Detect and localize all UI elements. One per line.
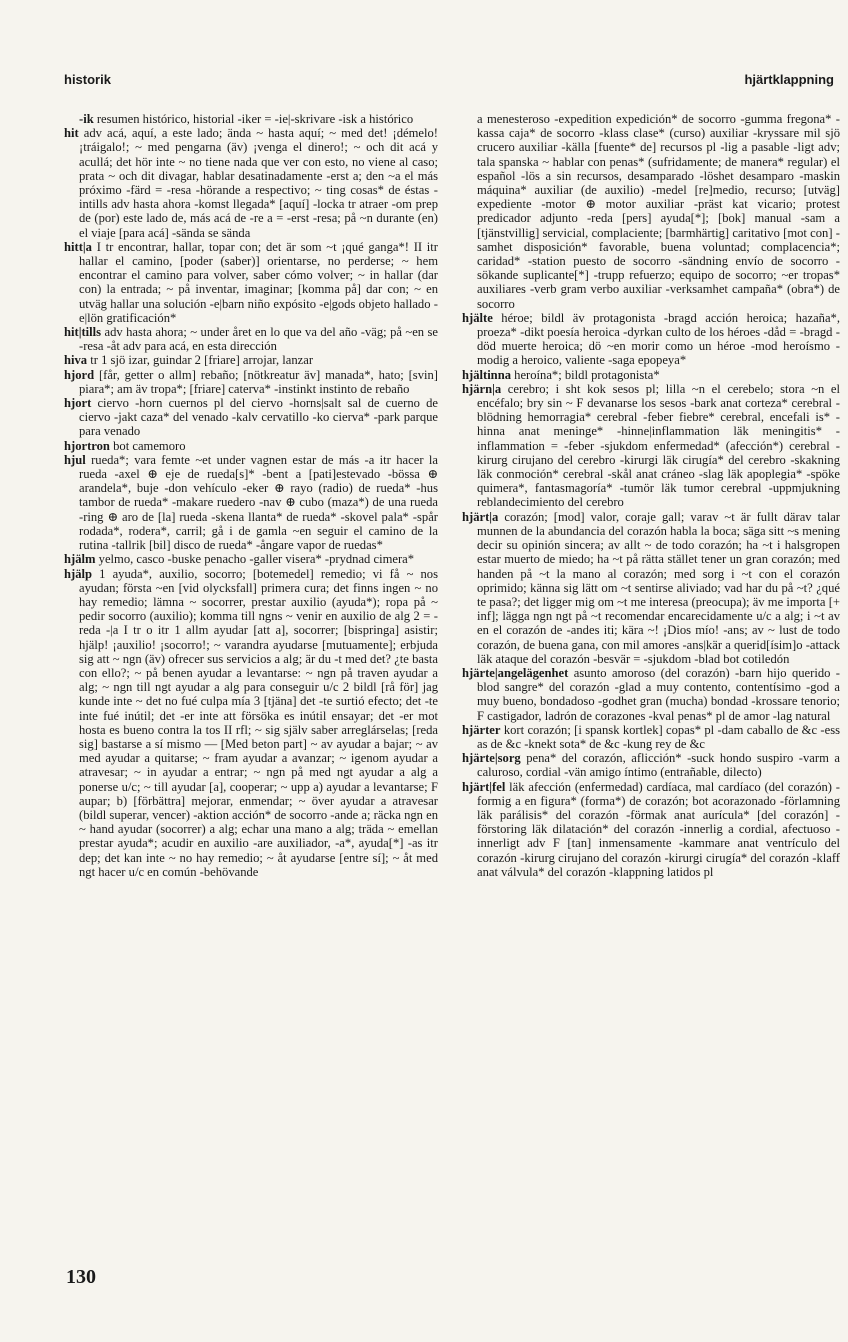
entry-definition: kort corazón; [i spansk kortlek] copas* pl -dam caballo de &c -ess as de &c -knekt sota* de &c -kung rey de &c [477, 722, 840, 751]
header-first-word: historik [64, 72, 111, 87]
dictionary-entry [462, 382, 840, 510]
entry-definition: tr 1 sjö izar, guindar 2 [friare] arrojar, lanzar [90, 353, 314, 368]
entry-headword: hjärt|fel [462, 779, 506, 794]
entry-definition: 1 ayuda*, auxilio, socorro; [botemedel] remedio; vi få ~ nos ayudan; första ~en [vid olycksfall] primera cura; det finns ingen ~ no hay remedio; lämna ~ socorrer, prestar auxilio (ayuda*); ropa på ~ pedir socorro (auxilio); komma till ngns ~ venir en auxilio de alg 2 = -reda -|a I tr o itr 1 allm ayudar [att a], socorrer; [bispringa] asistir; hjälp! ¡auxilio! ¡socorro!; ~ varandra ayudarse [mutuamente]; erbjuda sig att ~ ngn (äv) ofrecer sus servicios a alg; är du -t med det? ¿te basta con ello?; ~ på benen ayudar a levantarse: ~ ngn på traven ayudar a alg; ~ ngn till ngt ayudar a alg para conseguir u/c 2 bildl [rå för] jag kunde inte ~ det no fué culpa mía 3 [tjäna] det -te surtió efecto; det -te inte fué inútil; det -er inte att försöka es inútil ensayar; det -er mot hosta es bueno contra la tos II rfl; ~ sig själv saber arreglárselas; [reda sig] bastarse a sí mismo — [Med beton part] ~ av ayudar a bajar; ~ av med ayudar a quitarse; ~ fram ayudar a avanzar; ~ igenom ayudar a atravesar; ~ in ayudar a entrar; ~ ngn på med ngt ayudar a alg a ponerse u/c; ~ till ayudar [a], cooperar; ~ upp a) ayudar a levantarse; F aupar; b) [förbättra] mejorar, enmendar; ~ över ayudar a atravesar (bildl superar, vencer) -aktion acción* de socorro -ande a; räcka ngn en ~ hand ayudar (socorrer) a alg; echar una mano a alg; träda ~ emellan prestar ayuda*; acudir en auxilio -are auxiliador, -a*, ayuda[*] -as itr dep; det kan inte ~ no hay remedio; ~ åt ayudarse [entre sí]; ~ åt med ngt hacer u/c en común -behövande [79, 566, 438, 879]
entry-definition: ciervo -horn cuernos pl del ciervo -horns|salt sal de cuerno de ciervo -jakt caza* del venado -kalv cervatillo -ko cierva* -park parque para venado [79, 396, 438, 439]
dictionary-entry [64, 240, 438, 325]
right-column [462, 112, 840, 1262]
entry-definition: a menesteroso -expedition expedición* de socorro -gumma fregona* -kassa caja* de socorro -klass clase* (curso) auxiliar -kryssare mil sjö crucero auxiliar -källa [fuente* de] recursos pl -lig a pasable -ligt adv; tala spanska ~ hablar con penas* (sufridamente; de manera* regular) el español -lös a sin recursos, desamparado -löshet desamparo -maskin máquina* auxiliar (de auxilio) -medel [re]medio, recurso; [utväg] expediente -motor ⊕ motor auxiliar -präst kat vicario; protest predicador adjunto -reda [pers] ayuda[*]; [bok] manual -sam a [tjänstvillig] servicial, complaciente; [barmhärtig] caritativo [mot con] -samhet disposición* favorable, buena voluntad; complacencia*; caridad* -station puesto de socorro -sändning envío de socorro -sökande suplicante[*] -trupp refuerzo; equipo de socorro; ~er tropas* auxiliares -verb gram verbo auxiliar -verksamhet campaña* (obra*) de socorro [477, 112, 840, 311]
dictionary-entry [64, 368, 438, 396]
entry-headword: hjälp [64, 566, 92, 581]
entry-headword: hjältinna [462, 367, 511, 382]
entry-definition: corazón; [mod] valor, coraje gall; varav ~t är fullt därav talar munnen de la abundancia del corazón habla la boca; säga sitt ~s mening decir su opinión sincera; av allt ~ de todo corazón; ha ~t i halsgropen estar muerto de miedo; ha ~t på rätta stället tener un gran corazón; med handen på ~t la mano al corazón; med sorg i ~t con el corazón oprimido; känna sig lätt om ~t sentirse aliviado; vad har du på ~t? ¿qué te pasa?; det ligger mig om ~t me interesa (preocupa); äv me importa [+ inf]; lägga ngn ngt på ~t recomendar encarecidamente u/c a alg; i ~t av en el corazón de -andes iti; kära ~! ¡Dios mío! -ans; av ~ lust de todo corazón, de buena gana, con mil amores -ans|kär a querid[ísim]o -attack läk ataque del corazón -besvär = -sjukdom -blad bot cotiledón [477, 509, 840, 666]
entry-definition: adv acá, aquí, a este lado; ända ~ hasta aquí; ~ med det! ¡démelo! ¡tráigalo!; ~ med pengarna (äv) ¡venga el dinero!; ~ och dit acá y acullá; det hör inte ~ no tiene nada que ver con esto, no viene al caso; prata ~ och dit divagar, hablar desatinadamente -erst a; den ~a el más próximo -färd = -resa -hörande a respectivo; ~ ting cosas* de éstas -intills adv hasta ahora -komst llegada* [aquí] -locka tr atraer -om prep de (por) este lado de, más acá de -re a = -erst -resa; på ~n durante (en) el viaje [para acá] -sända se sända [79, 126, 438, 240]
dictionary-entry [64, 126, 438, 240]
entry-definition: heroína*; bildl protagonista* [514, 367, 660, 382]
entry-headword: hjortron [64, 438, 110, 453]
page-number: 130 [66, 1266, 96, 1288]
dictionary-entry [64, 453, 438, 552]
dictionary-entry [462, 666, 840, 723]
entry-headword: hit|tills [64, 325, 102, 340]
entry-definition: adv hasta ahora; ~ under året en lo que va del año -väg; på ~en se -resa -åt adv para acá, en esta dirección [79, 325, 438, 354]
entry-headword: hit [64, 126, 79, 141]
dictionary-entry [462, 751, 840, 779]
entry-headword: hjälte [462, 310, 493, 325]
header-last-word: hjärtklappning [744, 72, 834, 87]
dictionary-entry [64, 396, 438, 439]
entry-headword: hjärter [462, 722, 501, 737]
entry-headword: hiva [64, 353, 88, 368]
dictionary-entry [64, 325, 438, 353]
dictionary-entry [64, 353, 438, 367]
dictionary-entry [462, 510, 840, 666]
entry-definition: [får, getter o allm] rebaño; [nötkreatur äv] manada*, hato; [svin] piara*; am äv tropa*; [friare] caterva* -instinkt instinto de rebaño [79, 367, 438, 396]
entry-headword: hjul [64, 452, 86, 467]
dictionary-entry [462, 112, 840, 311]
entry-headword: hjord [64, 367, 95, 382]
entry-definition: cerebro; i sht kok sesos pl; lilla ~n el cerebelo; stora ~n el encéfalo; bry sin ~ F devanarse los sesos -bark anat corteza* cerebral -blödning hemorragia* cerebral -feber fiebre* cerebral, encefali is* -hinna anat meninge* -hinne|inflammation läk meningitis* -inflammation = -feber -sjukdom enfermedad* (afección*) cerebral -kirurg cirujano del cerebro -kirurgi läk cirugía* del cerebro -skakning läk conmoción* cerebral -skål anat cráneo -slag läk apoplegia* -spöke quimera*, fantasmagoría* -tumör läk tumor cerebral -uppmjukning reblandecimiento del cerebro [477, 381, 840, 510]
entry-definition: bot camemoro [113, 438, 186, 453]
entry-definition: asunto amoroso (del corazón) -barn hijo querido -blod sangre* del corazón -glad a muy contento, contentísimo -god a muy bueno, bondadoso -godhet gran (mucha) bondad -krossare tenorio; F castigador, ladrón de corazones -kval penas* pl de amor -lag natural [477, 665, 840, 723]
entry-definition: resumen histórico, historial -iker = -ie|-skrivare -isk a histórico [96, 112, 414, 126]
entry-headword: hjärte|sorg [462, 751, 521, 766]
entry-headword: hjälm [64, 552, 96, 567]
dictionary-entry [64, 552, 438, 566]
entry-definition: rueda*; vara femte ~et under vagnen estar de más -a itr hacer la rueda -axel ⊕ eje de rueda[s]* -bent a [pati]estevado -bössa ⊕ arandela*, buje -don vehículo -eker ⊕ rayo (radio) de rueda* -hus tambor de rueda* -makare ruedero -nav ⊕ cubo (maza*) de una rueda -ring ⊕ aro de [la] rueda -skena llanta* de rueda* -skovel pala* -spår rodada*, rodera*, carril; gå i de gamla ~en seguir el camino de la rutina -tallrik [bil] disco de rueda* -ångare vapor de ruedas* [79, 452, 438, 553]
entry-headword: hjärn|a [462, 381, 502, 396]
dictionary-entry [64, 439, 438, 453]
entry-definition: héroe; bildl äv protagonista -bragd acción heroica; hazaña*, proeza* -dikt poesía heroica -dyrkan culto de los héroes -dåd = -bragd -död muerte heroica; dö ~en morir como un héroe -mod heroísmo -modig a heroico, valiente -saga epopeya* [477, 310, 840, 368]
dictionary-entry [462, 780, 840, 879]
entry-definition: läk afección (enfermedad) cardíaca, mal cardíaco (del corazón) -formig a en figura* (forma*) de corazón; bot acorazonado -förlamning läk parálisis* del corazón -förmak anat aurícula* [del corazón] -förstoring läk dilatación* del corazón -innerlig a cordial, afectuoso -innerligt adv F [tan] inmensamente -kammare anat ventrículo del corazón -kirurg cirujano del corazón -kirurgi cirugía* del corazón -klaff anat válvula* del corazón -klappning latidos pl [477, 779, 840, 879]
dictionary-entry [462, 723, 840, 751]
entry-headword: hjort [64, 396, 92, 411]
entry-definition: I tr encontrar, hallar, topar con; det är som ~t ¡qué ganga*! II itr hallar el camino, [poder (saber)] orientarse, no perderse; ~ hem encontrar el camino para volver, saber cómo volver; ~ in hallar (dar con) la entrada; ~ på inventar, imaginar; [komma på] dar con; ~ en utväg hallar una solución -e|barn niño expósito -e|gods objeto hallado -e|lön gratificación* [79, 239, 438, 325]
dictionary-entry [64, 567, 438, 879]
entry-headword: hitt|a [64, 239, 92, 254]
left-column [64, 112, 438, 1262]
dictionary-entry [64, 112, 438, 126]
entry-headword: hjärte|angelägenhet [462, 665, 569, 680]
entry-headword: -ik [79, 112, 94, 126]
entry-headword: hjärt|a [462, 509, 499, 524]
entry-definition: pena* del corazón, aflicción* -suck hondo suspiro -varm a caluroso, cordial -vän amigo íntimo (entrañable, dilecto) [477, 751, 840, 780]
dictionary-entry [462, 368, 840, 382]
dictionary-entry [462, 311, 840, 368]
entry-definition: yelmo, casco -buske penacho -galler visera* -prydnad cimera* [98, 552, 415, 567]
